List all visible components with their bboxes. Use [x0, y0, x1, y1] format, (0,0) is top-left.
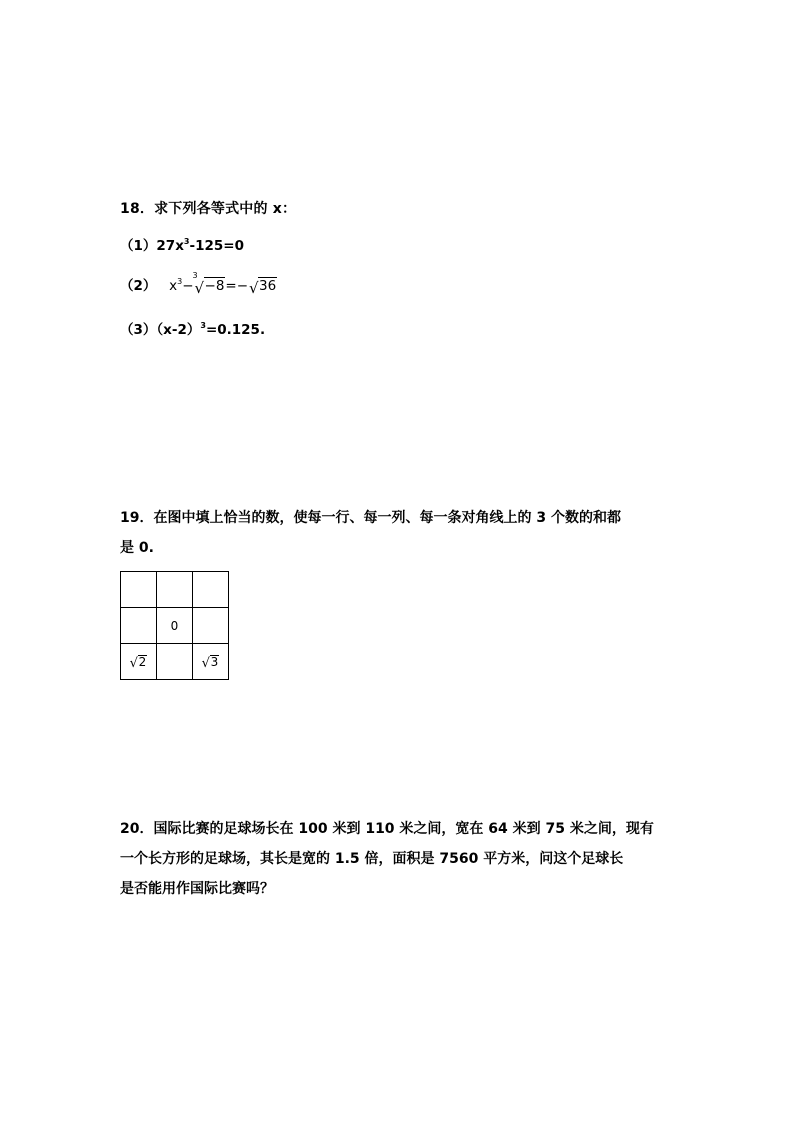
part-2-label: （2）: [120, 278, 157, 294]
part-1-label: （1）: [120, 238, 157, 254]
grid-cell-r2c2: 0: [157, 608, 193, 644]
part-2-equation: [169, 271, 277, 297]
grid-cell-r1c3: [193, 572, 229, 608]
question-19-line-1: 19．在图中填上恰当的数，使每一行、每一列、每一条对角线上的 3 个数的和都: [120, 510, 621, 526]
grid-row-3: [121, 644, 229, 680]
grid-cell-r1c2: [157, 572, 193, 608]
question-20-line-2: 一个长方形的足球场，其长是宽的 1.5 倍，面积是 7560 平方米，问这个足球长: [120, 851, 624, 867]
sqrt-3: [202, 655, 220, 669]
part-1-expr-b: -125=0: [189, 238, 244, 254]
grid-cell-r2c3: [193, 608, 229, 644]
square-root-radicand: 36: [259, 278, 277, 294]
radical-sign-icon: √: [249, 279, 259, 297]
question-19-text: [120, 503, 680, 563]
part-1-exponent: 3: [183, 237, 190, 246]
cube-root-index: 3: [192, 271, 198, 280]
question-20-line-3: 是否能用作国际比赛吗？: [120, 881, 274, 897]
cube-root-expression: [192, 271, 226, 297]
question-18-part-3: [120, 318, 265, 338]
question-20-line-1: 20．国际比赛的足球场长在 100 米到 110 米之间，宽在 64 米到 75 米之间，现有: [120, 821, 654, 837]
part-1-expr-a: 27x: [156, 238, 184, 254]
part-2-equals: =−: [225, 278, 249, 294]
question-20-text: [120, 814, 680, 904]
radical-sign-icon: √: [194, 279, 205, 297]
radical-sign-icon: √: [201, 655, 210, 671]
question-19-line-2: 是 0.: [120, 540, 154, 556]
grid-row-2: [121, 608, 229, 644]
grid-cell-r3c3: [193, 644, 229, 680]
radical-sign-icon: √: [129, 655, 138, 671]
part-2-exponent: 3: [177, 277, 183, 286]
sqrt-2-radicand: 2: [138, 654, 147, 669]
question-18-part-1: [120, 234, 244, 254]
part-3-exponent: 3: [200, 321, 206, 330]
grid-cell-r2c1: [121, 608, 157, 644]
part-2-x: x: [169, 278, 178, 294]
sqrt-2: [130, 655, 148, 669]
square-root-expression: [249, 277, 277, 297]
grid-row-1: [121, 572, 229, 608]
part-3-rest: =0.125.: [205, 322, 266, 338]
grid-cell-r3c1: [121, 644, 157, 680]
magic-square-grid: [120, 571, 229, 680]
question-18-title: 18．求下列各等式中的 x：: [120, 201, 297, 217]
cube-root-radicand: −8: [204, 278, 225, 294]
question-18-part-2: [120, 271, 277, 297]
sqrt-3-radicand: 3: [210, 654, 219, 669]
part-3-label: （3）（x-2）: [120, 322, 201, 338]
grid-cell-r3c2: [157, 644, 193, 680]
grid-cell-r1c1: [121, 572, 157, 608]
part-2-minus: −: [182, 278, 194, 294]
